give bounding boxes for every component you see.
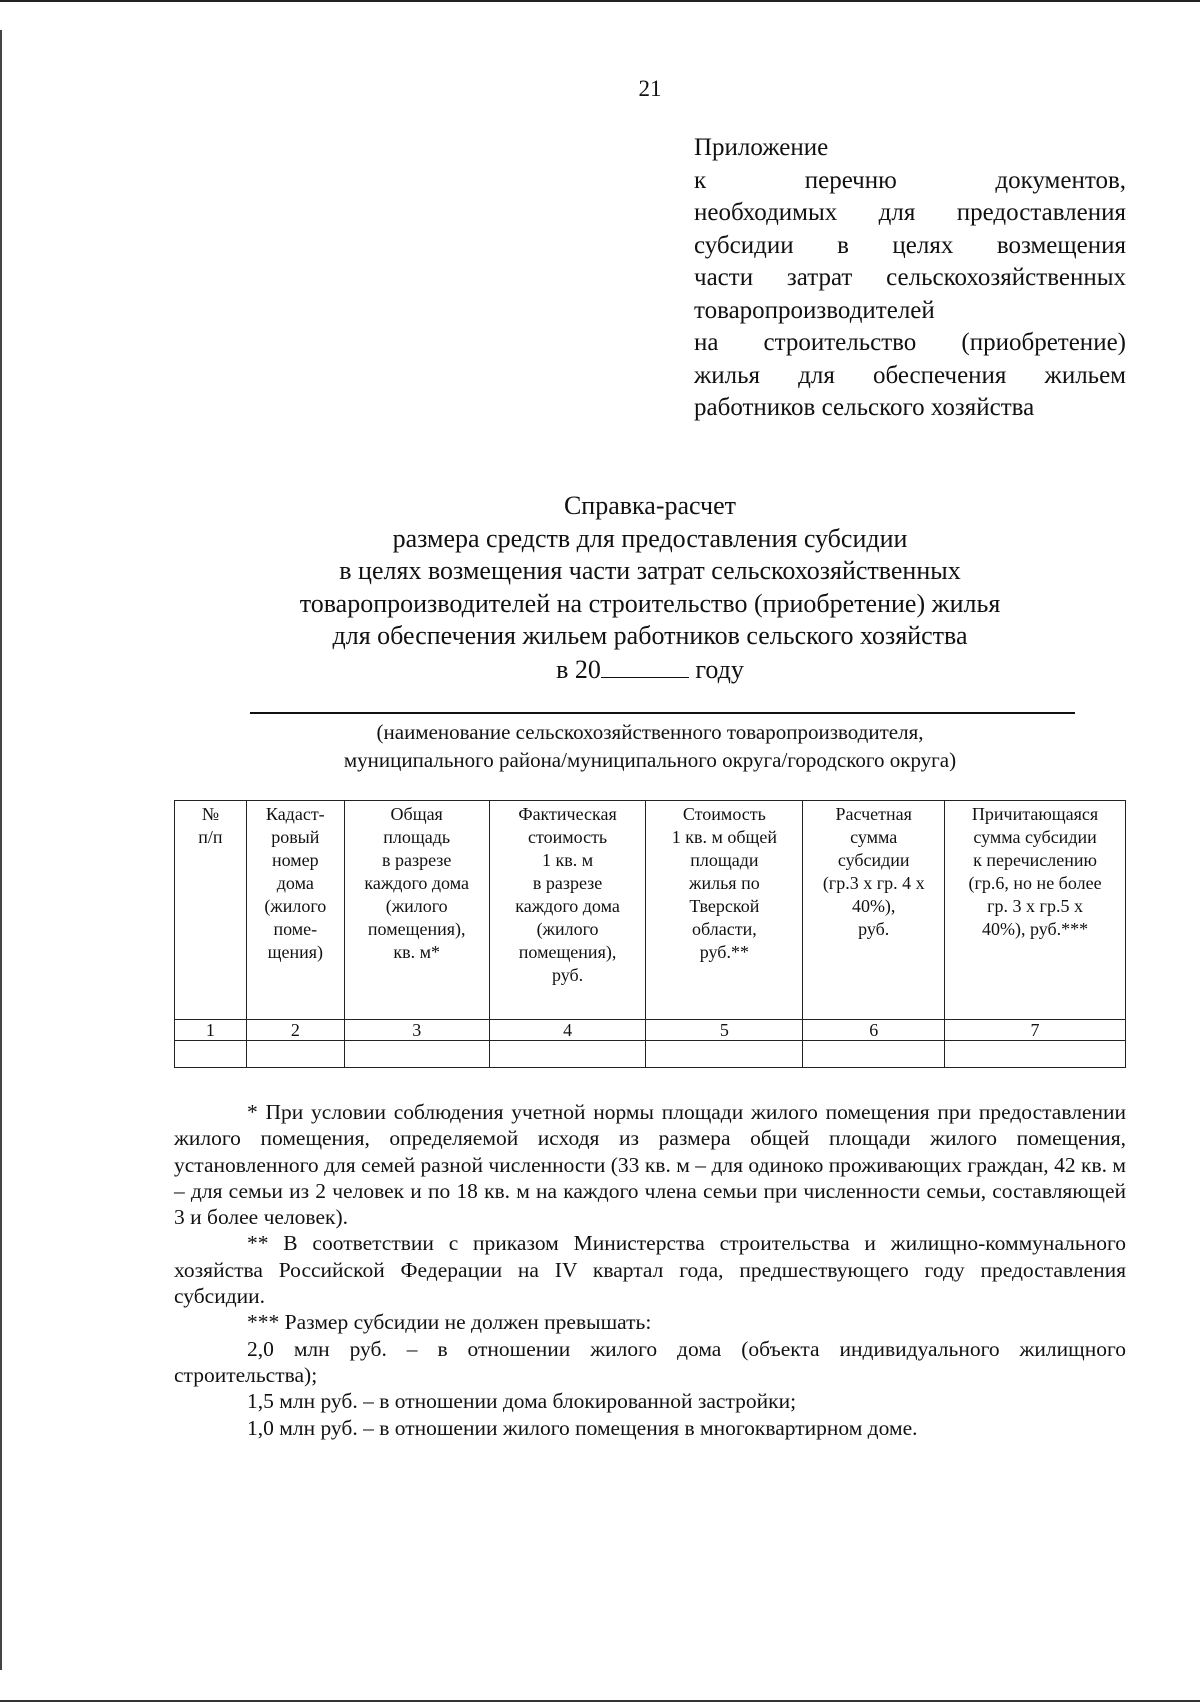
title-line: товаропроизводителей на строительство (приобретение) жилья <box>299 588 1001 618</box>
producer-name-line <box>250 712 1075 714</box>
appendix-title: Приложение <box>694 134 829 161</box>
document-title <box>200 490 1100 686</box>
appendix-line: к перечню документов, <box>694 166 1126 194</box>
appendix-line: части затрат сельскохозяйственных <box>694 264 1126 291</box>
header-cell: Общая площадь в разрезе каждого дома (жилого помещения), кв. м* <box>344 801 489 1020</box>
year-blank-field <box>601 653 689 678</box>
header-cell: Кадаст- ровый номер дома (жилого поме- щения) <box>246 801 344 1020</box>
title-year-line <box>200 653 1100 687</box>
appendix-line: товаропроизводителей <box>694 296 935 324</box>
year-prefix: в 20 <box>556 654 601 684</box>
calculation-table <box>174 800 1126 1068</box>
title-line: размера средств для предоставления субсидии <box>392 523 908 553</box>
appendix-block <box>694 132 1126 425</box>
table-cell <box>489 1041 646 1068</box>
appendix-line: субсидии в целях возмещения <box>694 231 1126 259</box>
column-number-cell: 7 <box>945 1020 1126 1041</box>
scan-border-top <box>0 0 1200 2</box>
appendix-line: жилья для обеспечения жильем <box>694 361 1126 389</box>
header-cell: Расчетная сумма субсидии (гр.3 х гр. 4 х 40%), руб. <box>803 801 945 1020</box>
page-number: 21 <box>638 76 662 101</box>
footnotes <box>174 1099 1126 1441</box>
limit-house: 2,0 млн руб. – в отношении жилого дома (объекта индивидуального жилищного строительства); <box>174 1336 1126 1387</box>
caption-line: муниципального района/муниципального округа/городского округа) <box>343 748 957 772</box>
appendix-line: работников сельского хозяйства <box>694 394 1035 421</box>
column-number-cell: 4 <box>489 1020 646 1041</box>
empty-data-row <box>175 1041 1126 1068</box>
title-line: Справка-расчет <box>563 491 737 520</box>
column-number-cell: 3 <box>344 1020 489 1041</box>
table-cell <box>344 1041 489 1068</box>
header-cell: Причитающаяся сумма субсидии к перечислению (гр.6, но не более гр. 3 х гр.5 х 40%), руб.*** <box>945 801 1126 1020</box>
year-suffix: году <box>695 654 744 684</box>
scan-border-left <box>0 30 2 1670</box>
header-cell: № п/п <box>175 801 247 1020</box>
table-cell <box>646 1041 803 1068</box>
footnote-max-subsidy: *** Размер субсидии не должен превышать: <box>247 1310 652 1335</box>
limit-blocked-house: 1,5 млн руб. – в отношении дома блокированной застройки; <box>247 1389 797 1414</box>
appendix-line: на строительство (приобретение) <box>694 329 1126 356</box>
table-cell <box>803 1041 945 1068</box>
column-number-row <box>175 1020 1126 1041</box>
producer-name-caption <box>200 718 1100 774</box>
column-number-cell: 6 <box>803 1020 945 1041</box>
caption-line: (наименование сельскохозяйственного товаропроизводителя, <box>376 720 924 744</box>
footnote-ministry-order: ** В соответствии с приказом Министерства строительства и жилищно-коммунального хозяйства Российской Федерации на IV квартал года, предшествующего году предоставления субсидии. <box>174 1231 1126 1309</box>
header-cell: Стоимость 1 кв. м общей площади жилья по Тверской области, руб.** <box>646 801 803 1020</box>
footnote-area-norm: * При условии соблюдения учетной нормы площади жилого помещения при предоставлении жилого помещения, определяемой исходя из размера общей площади жилого помещения, установленного для семей разной численности (33 кв. м – для одиноко проживающих граждан, 42 кв. м – для семьи из 2 человек и по 18 кв. м на каждого члена семьи при численности семьи, составляющей 3 и более человек). <box>174 1100 1126 1230</box>
table-cell <box>246 1041 344 1068</box>
header-cell: Фактическая стоимость 1 кв. м в разрезе каждого дома (жилого помещения), руб. <box>489 801 646 1020</box>
column-number-cell: 5 <box>646 1020 803 1041</box>
table-cell <box>175 1041 247 1068</box>
title-line: в целях возмещения части затрат сельскохозяйственных <box>339 556 961 585</box>
appendix-line: необходимых для предоставления <box>694 199 1126 226</box>
column-number-cell: 1 <box>175 1020 247 1041</box>
title-line: для обеспечения жильем работников сельского хозяйства <box>332 621 968 650</box>
column-number-cell: 2 <box>246 1020 344 1041</box>
table-cell <box>945 1041 1126 1068</box>
table-header-row <box>175 801 1126 1020</box>
limit-apartment: 1,0 млн руб. – в отношении жилого помещения в многоквартирном доме. <box>247 1415 918 1440</box>
